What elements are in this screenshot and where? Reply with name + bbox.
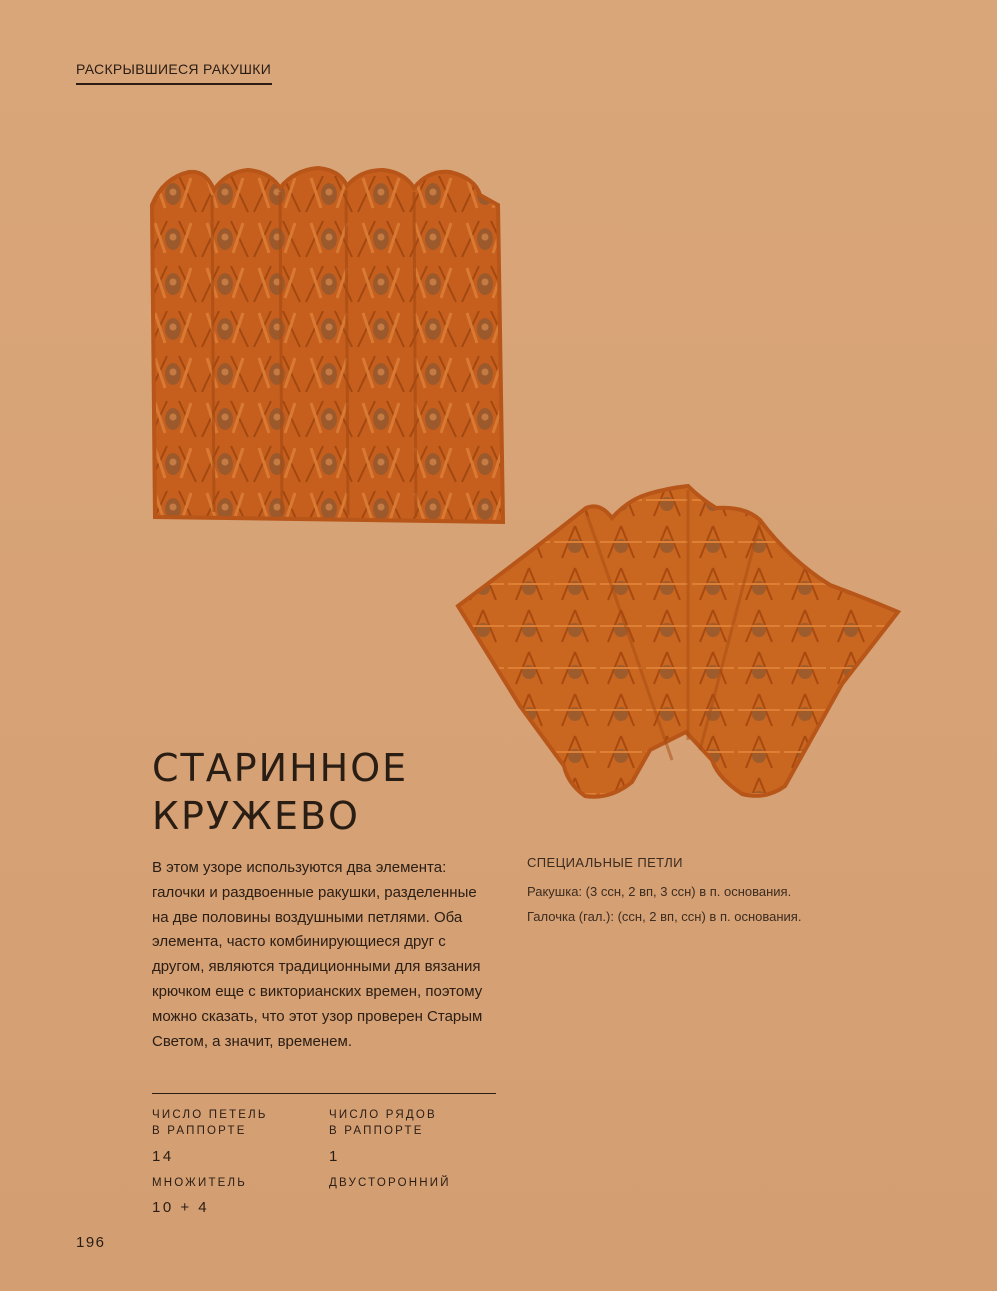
stitch-repeat-value: 14: [152, 1148, 174, 1165]
stats-divider: [152, 1093, 496, 1094]
special-stitches-heading: СПЕЦИАЛЬНЫЕ ПЕТЛИ: [527, 855, 683, 870]
fan-shaped-swatch: [458, 486, 898, 797]
pattern-title-line-1: СТАРИННОЕ: [152, 746, 409, 790]
sided-label: ДВУСТОРОННИЙ: [329, 1177, 451, 1189]
special-stitches: [527, 855, 927, 929]
stitch-repeat-label-line-2: В РАППОРТЕ: [152, 1125, 247, 1137]
row-repeat-value: 1: [329, 1148, 340, 1165]
stitch-repeat-label-line-1: ЧИСЛО ПЕТЕЛЬ: [152, 1109, 268, 1121]
multiple-label: МНОЖИТЕЛЬ: [152, 1177, 248, 1189]
rectangular-swatch: [152, 168, 503, 522]
page-number: 196: [76, 1234, 106, 1251]
row-repeat-label: [329, 1107, 437, 1139]
multiple-value: 10 + 4: [152, 1199, 210, 1216]
pattern-description: В этом узоре используются два элемента: галочки и раздвоенные ракушки, разделенные на две половины воздушными петлями. Оба элемента, часто комбинирующиеся друг с другом, являются традиционными для вязания крючком еще с викторианских времен, поэтому можно сказать, что этот узор проверен Старым Светом, а значит, временем.: [152, 859, 483, 1050]
stitch-repeat-label: [152, 1107, 268, 1139]
pattern-title-line-2: КРУЖЕВО: [152, 794, 360, 838]
special-stitch-shell: Ракушка: (3 ссн, 2 вп, 3 ссн) в п. основания.: [527, 884, 792, 899]
row-repeat-label-line-1: ЧИСЛО РЯДОВ: [329, 1109, 437, 1121]
row-repeat-label-line-2: В РАППОРТЕ: [329, 1125, 424, 1137]
section-title: РАСКРЫВШИЕСЯ РАКУШКИ: [76, 61, 272, 77]
pattern-title: [152, 744, 512, 840]
special-stitch-v: Галочка (гал.): (ссн, 2 вп, ссн) в п. основания.: [527, 909, 802, 924]
